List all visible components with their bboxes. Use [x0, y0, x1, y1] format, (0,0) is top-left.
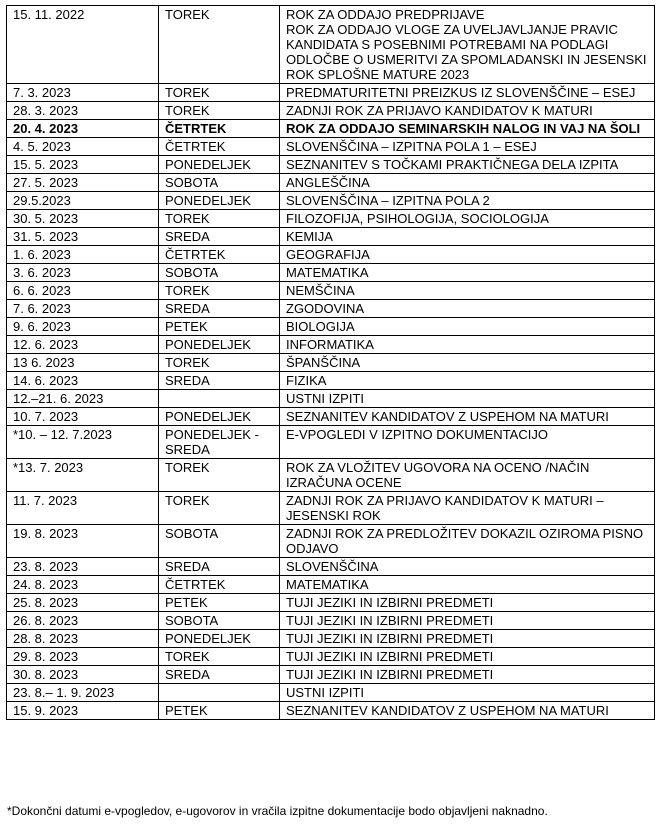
description-cell: MATEMATIKA [280, 264, 655, 282]
date-cell: 19. 8. 2023 [7, 525, 159, 558]
description-cell: SEZNANITEV KANDIDATOV Z USPEHOM NA MATURI [280, 702, 655, 720]
date-cell: 23. 8.– 1. 9. 2023 [7, 684, 159, 702]
date-cell: 30. 5. 2023 [7, 210, 159, 228]
date-cell: 15. 5. 2023 [7, 156, 159, 174]
day-cell: TOREK [159, 492, 280, 525]
table-row [7, 492, 655, 525]
table-row [7, 300, 655, 318]
description-cell: ŠPANŠČINA [280, 354, 655, 372]
table-row [7, 192, 655, 210]
day-cell [159, 684, 280, 702]
day-cell: PONEDELJEK [159, 192, 280, 210]
day-cell: TOREK [159, 210, 280, 228]
date-cell: 9. 6. 2023 [7, 318, 159, 336]
table-row [7, 684, 655, 702]
day-cell: SREDA [159, 558, 280, 576]
schedule-table [6, 5, 655, 720]
date-cell: 28. 3. 2023 [7, 102, 159, 120]
date-cell: 24. 8. 2023 [7, 576, 159, 594]
day-cell: TOREK [159, 459, 280, 492]
table-row [7, 666, 655, 684]
day-cell [159, 390, 280, 408]
day-cell: TOREK [159, 102, 280, 120]
description-cell: TUJI JEZIKI IN IZBIRNI PREDMETI [280, 594, 655, 612]
day-cell: SOBOTA [159, 264, 280, 282]
description-cell: SLOVENŠČINA [280, 558, 655, 576]
day-cell: ČETRTEK [159, 120, 280, 138]
day-cell: SREDA [159, 372, 280, 390]
date-cell: 27. 5. 2023 [7, 174, 159, 192]
table-row [7, 84, 655, 102]
date-cell: 4. 5. 2023 [7, 138, 159, 156]
description-cell: ROK ZA ODDAJO PREDPRIJAVE ROK ZA ODDAJO VLOGE ZA UVELJAVLJANJE PRAVIC KANDIDATA S POSEBNIMI POTREBAMI NA PODLAGI ODLOČBE O USMERITVI ZA SPOMLADANSKI IN JESENSKI ROK SPLOŠNE MATURE 2023 [280, 6, 655, 84]
date-cell: 29.5.2023 [7, 192, 159, 210]
description-cell: ZADNJI ROK ZA PRIJAVO KANDIDATOV K MATURI [280, 102, 655, 120]
date-cell: 7. 6. 2023 [7, 300, 159, 318]
table-row [7, 702, 655, 720]
day-cell: PONEDELJEK [159, 156, 280, 174]
schedule-rows [7, 6, 655, 720]
date-cell: 3. 6. 2023 [7, 264, 159, 282]
day-cell: TOREK [159, 648, 280, 666]
table-row [7, 354, 655, 372]
date-cell: 1. 6. 2023 [7, 246, 159, 264]
description-cell: MATEMATIKA [280, 576, 655, 594]
table-row [7, 282, 655, 300]
date-cell: 15. 11. 2022 [7, 6, 159, 84]
description-cell: SLOVENŠČINA – IZPITNA POLA 2 [280, 192, 655, 210]
table-row [7, 174, 655, 192]
day-cell: PONEDELJEK - SREDA [159, 426, 280, 459]
table-row [7, 390, 655, 408]
day-cell: PONEDELJEK [159, 336, 280, 354]
day-cell: SREDA [159, 666, 280, 684]
table-row [7, 648, 655, 666]
table-row [7, 594, 655, 612]
day-cell: ČETRTEK [159, 246, 280, 264]
description-cell: NEMŠČINA [280, 282, 655, 300]
table-row [7, 576, 655, 594]
description-cell: ZADNJI ROK ZA PREDLOŽITEV DOKAZIL OZIROMA PISNO ODJAVO [280, 525, 655, 558]
day-cell: SOBOTA [159, 174, 280, 192]
date-cell: 31. 5. 2023 [7, 228, 159, 246]
day-cell: ČETRTEK [159, 576, 280, 594]
day-cell: TOREK [159, 354, 280, 372]
date-cell: 26. 8. 2023 [7, 612, 159, 630]
table-row [7, 408, 655, 426]
date-cell: 13 6. 2023 [7, 354, 159, 372]
date-cell: 29. 8. 2023 [7, 648, 159, 666]
date-cell: 25. 8. 2023 [7, 594, 159, 612]
description-cell: TUJI JEZIKI IN IZBIRNI PREDMETI [280, 666, 655, 684]
table-row [7, 630, 655, 648]
description-cell: INFORMATIKA [280, 336, 655, 354]
day-cell: PETEK [159, 318, 280, 336]
table-row [7, 426, 655, 459]
date-cell: 14. 6. 2023 [7, 372, 159, 390]
table-row [7, 138, 655, 156]
table-row [7, 372, 655, 390]
date-cell: *13. 7. 2023 [7, 459, 159, 492]
table-row [7, 336, 655, 354]
table-row [7, 102, 655, 120]
table-row [7, 558, 655, 576]
description-cell: GEOGRAFIJA [280, 246, 655, 264]
description-cell: TUJI JEZIKI IN IZBIRNI PREDMETI [280, 630, 655, 648]
description-cell: TUJI JEZIKI IN IZBIRNI PREDMETI [280, 612, 655, 630]
description-cell: FILOZOFIJA, PSIHOLOGIJA, SOCIOLOGIJA [280, 210, 655, 228]
date-cell: 6. 6. 2023 [7, 282, 159, 300]
day-cell: SOBOTA [159, 612, 280, 630]
description-cell: ZADNJI ROK ZA PRIJAVO KANDIDATOV K MATURI – JESENSKI ROK [280, 492, 655, 525]
description-cell: SLOVENŠČINA – IZPITNA POLA 1 – ESEJ [280, 138, 655, 156]
table-row [7, 318, 655, 336]
day-cell: TOREK [159, 282, 280, 300]
description-cell: ROK ZA ODDAJO SEMINARSKIH NALOG IN VAJ NA ŠOLI [280, 120, 655, 138]
description-cell: KEMIJA [280, 228, 655, 246]
date-cell: 12.–21. 6. 2023 [7, 390, 159, 408]
day-cell: PONEDELJEK [159, 408, 280, 426]
footnote: *Dokončni datumi e-vpogledov, e-ugovorov in vračila izpitne dokumentacije bodo objavljeni naknadno. [7, 804, 548, 818]
date-cell: 12. 6. 2023 [7, 336, 159, 354]
description-cell: PREDMATURITETNI PREIZKUS IZ SLOVENŠČINE – ESEJ [280, 84, 655, 102]
day-cell: TOREK [159, 6, 280, 84]
date-cell: 23. 8. 2023 [7, 558, 159, 576]
day-cell: PETEK [159, 594, 280, 612]
description-cell: BIOLOGIJA [280, 318, 655, 336]
date-cell: *10. – 12. 7.2023 [7, 426, 159, 459]
date-cell: 20. 4. 2023 [7, 120, 159, 138]
table-row [7, 525, 655, 558]
day-cell: PETEK [159, 702, 280, 720]
day-cell: PONEDELJEK [159, 630, 280, 648]
description-cell: ROK ZA VLOŽITEV UGOVORA NA OCENO /NAČIN IZRAČUNA OCENE [280, 459, 655, 492]
table-row [7, 156, 655, 174]
description-cell: USTNI IZPITI [280, 684, 655, 702]
description-cell: TUJI JEZIKI IN IZBIRNI PREDMETI [280, 648, 655, 666]
table-row [7, 228, 655, 246]
table-row [7, 120, 655, 138]
day-cell: TOREK [159, 84, 280, 102]
table-row [7, 6, 655, 84]
description-cell: E-VPOGLEDI V IZPITNO DOKUMENTACIJO [280, 426, 655, 459]
date-cell: 30. 8. 2023 [7, 666, 159, 684]
table-row [7, 264, 655, 282]
table-row [7, 210, 655, 228]
table-row [7, 246, 655, 264]
table-row [7, 459, 655, 492]
date-cell: 10. 7. 2023 [7, 408, 159, 426]
description-cell: ANGLEŠČINA [280, 174, 655, 192]
date-cell: 15. 9. 2023 [7, 702, 159, 720]
date-cell: 7. 3. 2023 [7, 84, 159, 102]
table-row [7, 612, 655, 630]
day-cell: SREDA [159, 228, 280, 246]
description-cell: USTNI IZPITI [280, 390, 655, 408]
date-cell: 11. 7. 2023 [7, 492, 159, 525]
description-cell: ZGODOVINA [280, 300, 655, 318]
description-cell: SEZNANITEV S TOČKAMI PRAKTIČNEGA DELA IZPITA [280, 156, 655, 174]
description-cell: FIZIKA [280, 372, 655, 390]
day-cell: SREDA [159, 300, 280, 318]
day-cell: SOBOTA [159, 525, 280, 558]
date-cell: 28. 8. 2023 [7, 630, 159, 648]
day-cell: ČETRTEK [159, 138, 280, 156]
description-cell: SEZNANITEV KANDIDATOV Z USPEHOM NA MATURI [280, 408, 655, 426]
